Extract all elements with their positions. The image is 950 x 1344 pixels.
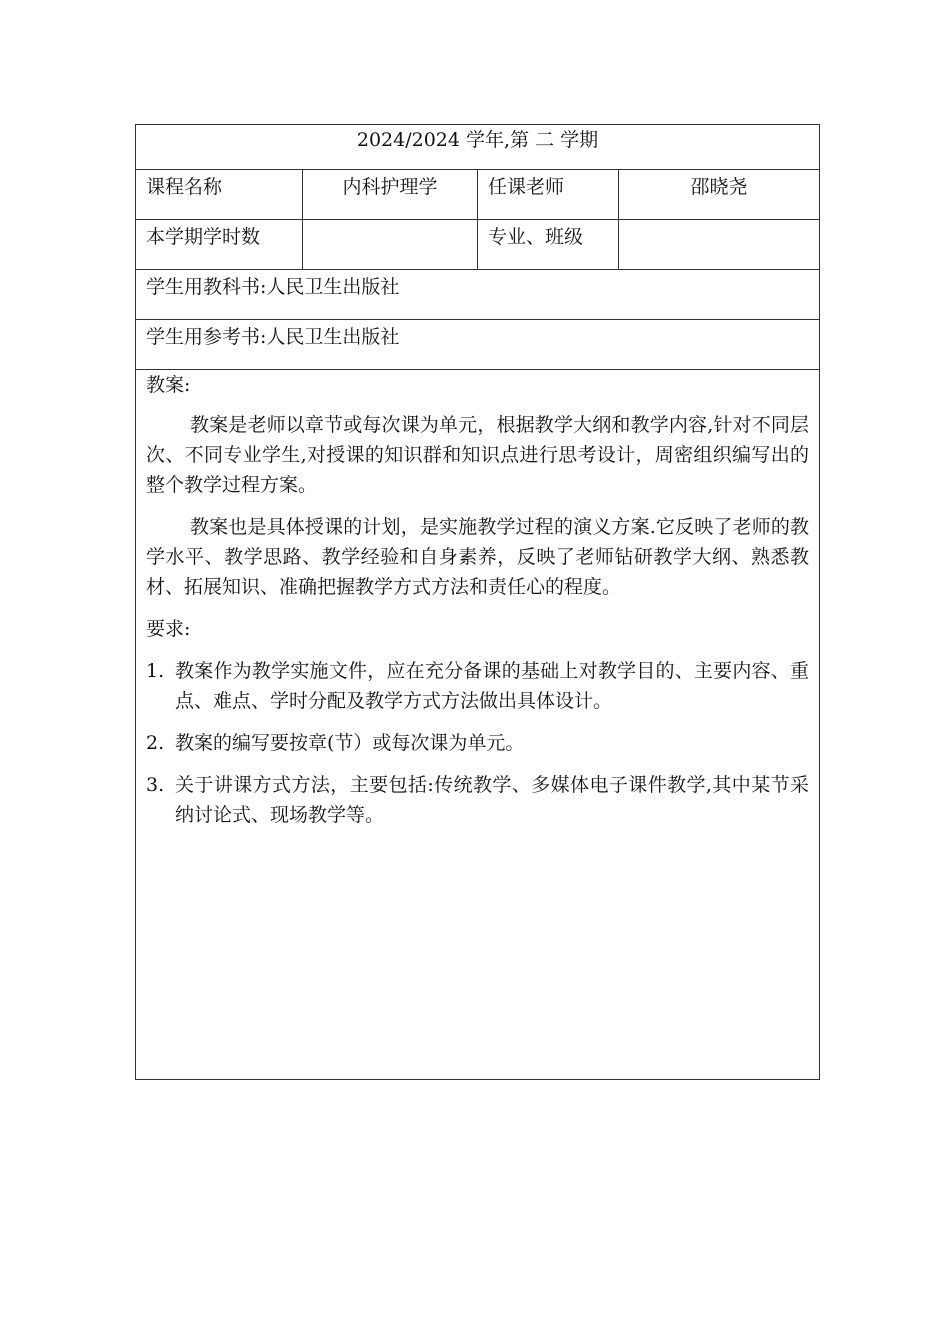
lesson-plan-paragraph: 教案也是具体授课的计划，是实施教学过程的演义方案.它反映了老师的教学水平、教学思路、教学经验和自身素养，反映了老师钻研教学大纲、熟悉教材、拓展知识、准确把握教学方式方法和责任心的程度。 [146,516,810,598]
requirements-list [146,656,809,830]
teacher-value: 邵晓尧 [619,170,820,220]
hours-label: 本学期学时数 [136,220,303,270]
major-class-label: 专业、班级 [478,220,619,270]
requirements-heading: 要求: [146,618,191,640]
hours-value [303,220,478,270]
requirement-text: 教案作为教学实施文件，应在充分备课的基础上对教学目的、主要内容、重点、难点、学时分配及教学方式方法做出具体设计。 [175,660,810,712]
lesson-plan-heading: 教案: [146,374,191,396]
term-title: 2024/2024 学年,第 二 学期 [356,129,599,151]
lesson-plan-cell [136,370,820,1080]
requirement-number: 2. [146,732,165,754]
requirement-item [146,656,809,716]
teacher-label: 任课老师 [478,170,619,220]
student-textbook: 学生用教科书:人民卫生出版社 [136,270,820,320]
reference-book: 学生用参考书:人民卫生出版社 [136,320,820,370]
requirement-text: 关于讲课方式方法，主要包括:传统教学、多媒体电子课件教学,其中某节采纳讨论式、现场教学等。 [175,774,810,826]
requirement-text: 教案的编写要按章(节）或每次课为单元。 [175,732,525,754]
requirement-number: 3. [146,774,165,796]
requirement-item [146,728,809,758]
requirement-item [146,770,809,830]
course-info-table [135,124,820,1080]
course-name-value: 内科护理学 [303,170,478,220]
major-class-value [619,220,820,270]
term-title-cell [136,125,820,170]
requirement-number: 1. [146,660,165,682]
course-name-label: 课程名称 [136,170,303,220]
lesson-plan-paragraph: 教案是老师以章节或每次课为单元，根据教学大纲和教学内容,针对不同层次、不同专业学生,对授课的知识群和知识点进行思考设计，周密组织编写出的整个教学过程方案。 [146,414,810,496]
